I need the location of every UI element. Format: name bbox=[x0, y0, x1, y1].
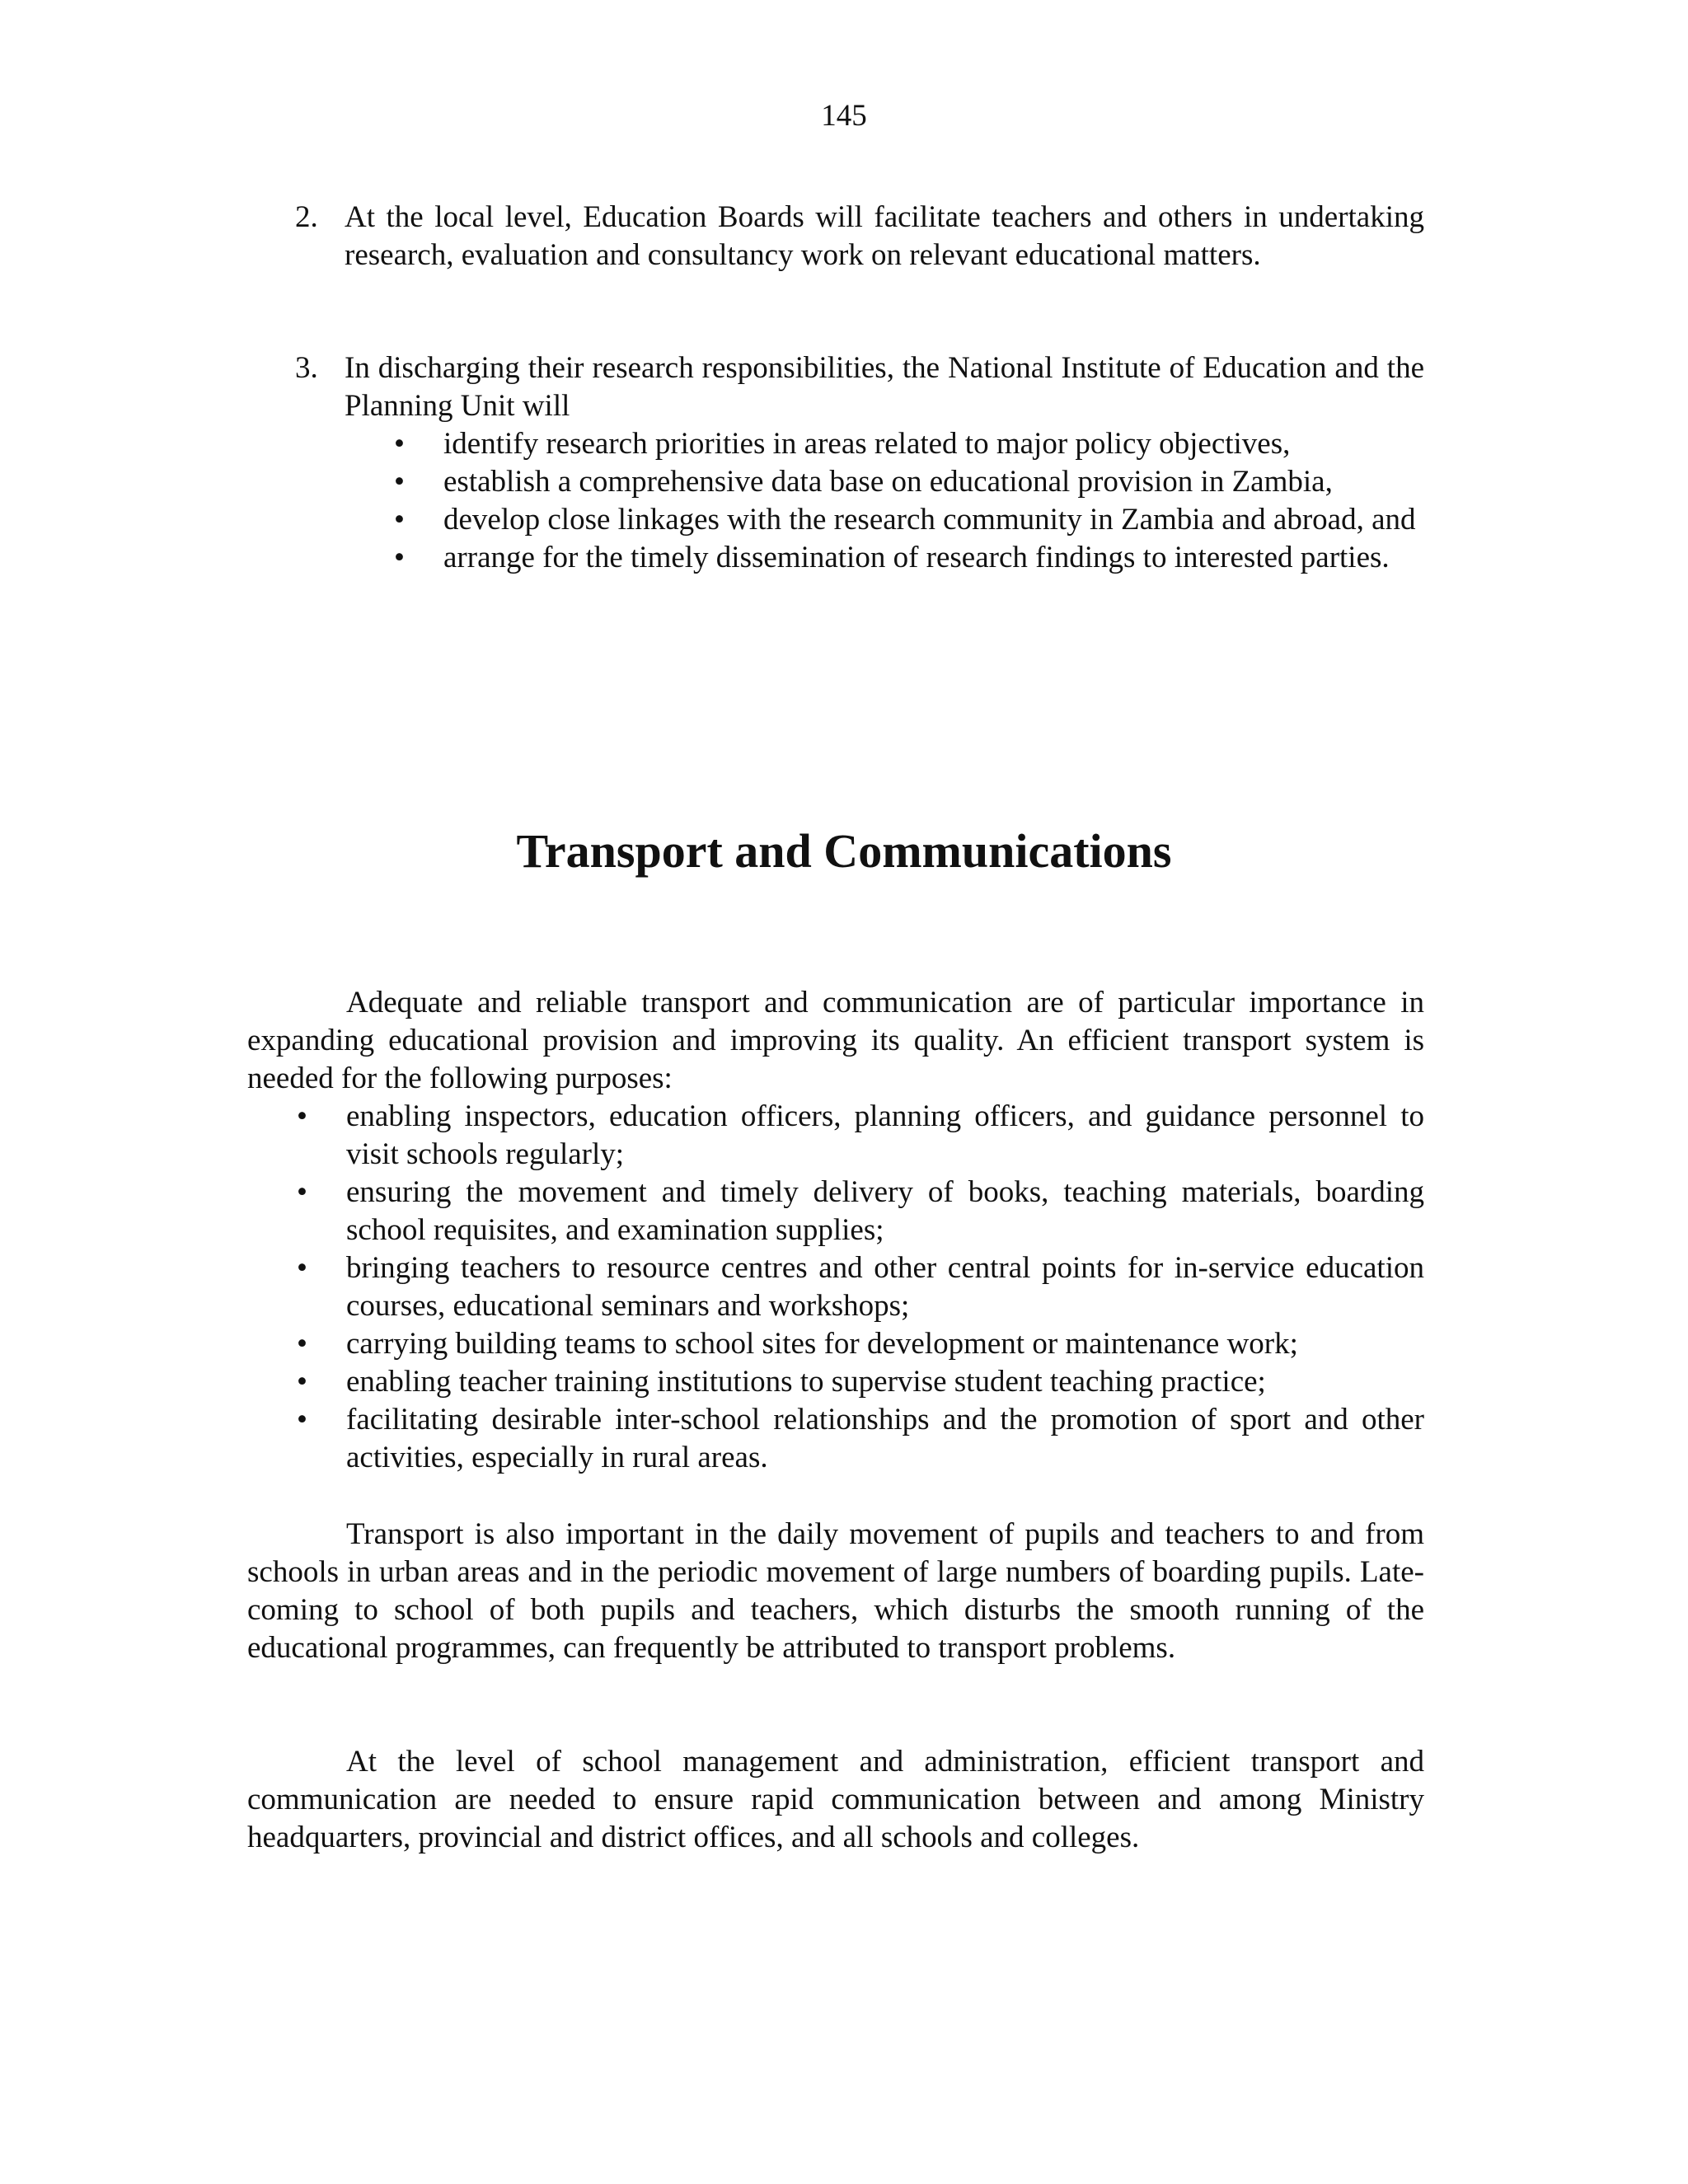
purposes-bullet-list bbox=[247, 1098, 1424, 1477]
list-item bbox=[345, 539, 1424, 577]
list-item-text: ensuring the movement and timely delivery of books, teaching materials, boarding school requisites, and examination supplies; bbox=[346, 1175, 1424, 1247]
list-item bbox=[247, 1249, 1424, 1325]
list-item bbox=[247, 1098, 1424, 1174]
bullet-icon: • bbox=[297, 1403, 307, 1436]
list-item bbox=[247, 1174, 1424, 1249]
numbered-item-2 bbox=[295, 199, 1424, 274]
list-item bbox=[247, 1401, 1424, 1477]
numbered-item-3 bbox=[295, 349, 1424, 577]
paragraph-daily-movement: Transport is also important in the daily movement of pupils and teachers to and from schools in urban areas and in the periodic movement of large numbers of boarding pupils. Late-coming to school of both pupils and teachers, which disturbs the smooth running of the educational programmes, can frequently be attributed to transport problems. bbox=[247, 1517, 1424, 1665]
list-item bbox=[345, 425, 1424, 463]
item-text: In discharging their research responsibilities, the National Institute of Education and the Planning Unit will bbox=[345, 351, 1424, 423]
list-item-text: develop close linkages with the research community in Zambia and abroad, and bbox=[443, 503, 1416, 537]
bullet-icon: • bbox=[297, 1251, 307, 1285]
list-item bbox=[247, 1325, 1424, 1363]
bullet-icon: • bbox=[297, 1175, 307, 1209]
list-item-text: identify research priorities in areas related to major policy objectives, bbox=[443, 427, 1291, 461]
bullet-icon: • bbox=[297, 1099, 307, 1133]
list-item-text: enabling teacher training institutions to supervise student teaching practice; bbox=[346, 1365, 1266, 1399]
paragraph-management: At the level of school management and administration, efficient transport and communication are needed to ensure rapid communication between and among Ministry headquarters, provincial and district offices, and all schools and colleges. bbox=[247, 1745, 1424, 1854]
research-bullet-list bbox=[345, 425, 1424, 577]
list-item bbox=[345, 463, 1424, 501]
transport-management-section bbox=[247, 1743, 1424, 1857]
list-item-text: facilitating desirable inter-school relationships and the promotion of sport and other activities, especially in rural areas. bbox=[346, 1403, 1424, 1474]
list-item-text: carrying building teams to school sites for development or maintenance work; bbox=[346, 1327, 1298, 1361]
paragraph-intro: Adequate and reliable transport and communication are of particular importance in expanding educational provision and improving its quality. An efficient transport system is needed for the following purposes: bbox=[247, 986, 1424, 1095]
item-text: At the local level, Education Boards will facilitate teachers and others in undertaking research, evaluation and consultancy work on relevant educational matters. bbox=[345, 200, 1424, 272]
list-item-text: establish a comprehensive data base on educational provision in Zambia, bbox=[443, 465, 1333, 499]
list-item-text: bringing teachers to resource centres and other central points for in-service education courses, educational seminars and workshops; bbox=[346, 1251, 1424, 1323]
page-number: 145 bbox=[821, 99, 867, 133]
list-item bbox=[247, 1363, 1424, 1401]
item-number: 2. bbox=[295, 200, 318, 234]
item-number: 3. bbox=[295, 351, 318, 385]
section-title: Transport and Communications bbox=[516, 824, 1172, 878]
list-item bbox=[345, 501, 1424, 539]
bullet-icon: • bbox=[394, 503, 405, 537]
transport-daily-section bbox=[247, 1516, 1424, 1667]
transport-intro-section bbox=[247, 984, 1424, 1477]
bullet-icon: • bbox=[394, 465, 405, 499]
bullet-icon: • bbox=[297, 1327, 307, 1361]
bullet-icon: • bbox=[394, 541, 405, 574]
bullet-icon: • bbox=[394, 427, 405, 461]
list-item-text: arrange for the timely dissemination of research findings to interested parties. bbox=[443, 541, 1390, 574]
bullet-icon: • bbox=[297, 1365, 307, 1399]
list-item-text: enabling inspectors, education officers, planning officers, and guidance personnel to visit schools regularly; bbox=[346, 1099, 1424, 1171]
